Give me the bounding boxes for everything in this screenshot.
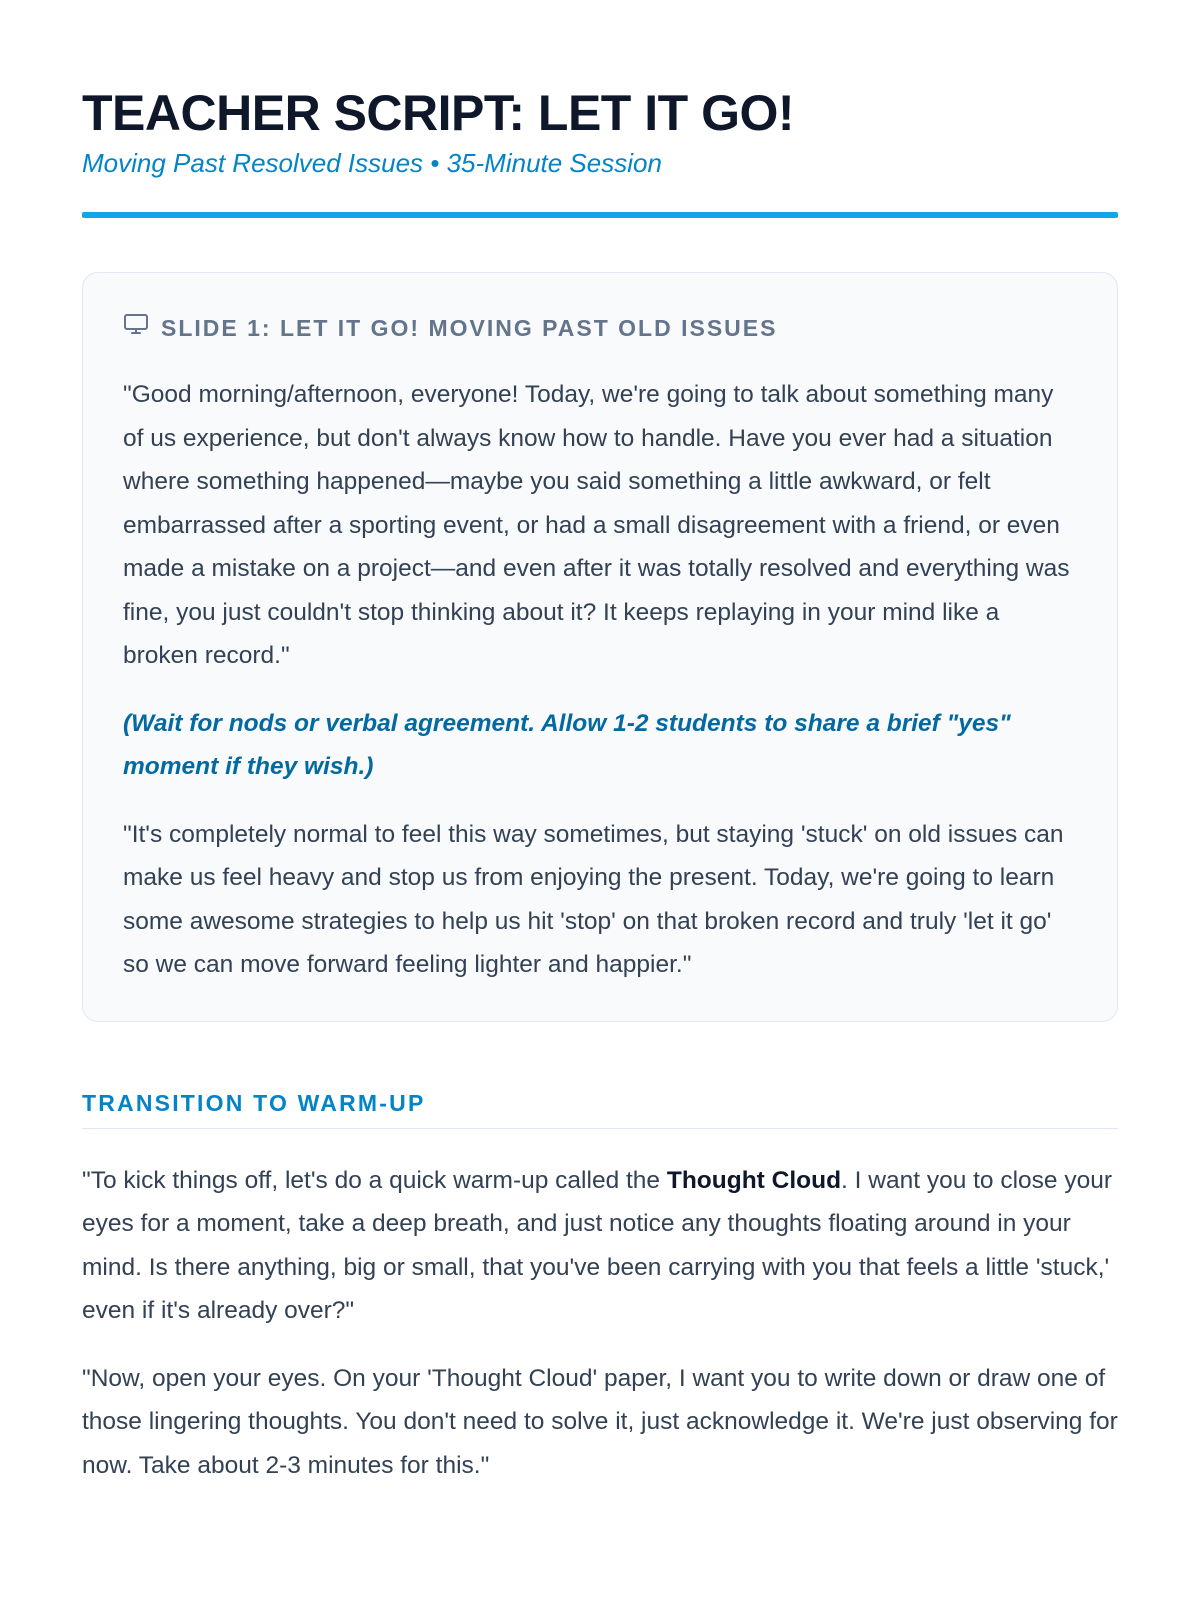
page-subtitle: Moving Past Resolved Issues • 35-Minute Session <box>82 148 662 178</box>
thought-cloud-term: Thought Cloud <box>666 1166 842 1194</box>
transition-text-start: "To kick things off, let's do a quick warm-up called the <box>82 1166 667 1194</box>
transition-paragraph-1 <box>82 1159 1118 1333</box>
slide-intro-paragraph: "Good morning/afternoon, everyone! Today, we're going to talk about something many of us experience, but don't always know how to handle. Have you ever had a situation where something happened—maybe you said something a little awkward, or felt embarrassed after a sporting event, or had a small disagreement with a friend, or even made a mistake on a project—and even after it was totally resolved and everything was fine, you just couldn't stop thinking about it? It keeps replaying in your mind like a broken record." <box>123 381 1070 669</box>
slide-heading: SLIDE 1: LET IT GO! MOVING PAST OLD ISSUES <box>161 315 778 341</box>
page-title: TEACHER SCRIPT: LET IT GO! <box>82 85 794 141</box>
transition-paragraph-2: "Now, open your eyes. On your 'Thought Cloud' paper, I want you to write down or draw one of those lingering thoughts. You don't need to solve it, just acknowledge it. We're just observing for now. Take about 2-3 minutes for this." <box>82 1364 1118 1479</box>
slide-followup-paragraph: "It's completely normal to feel this way sometimes, but staying 'stuck' on old issues can make us feel heavy and stop us from enjoying the present. Today, we're going to learn some awesome strategies to help us hit 'stop' on that broken record and truly 'let it go' so we can move forward feeling lighter and happier." <box>123 820 1064 978</box>
monitor-icon <box>123 311 149 345</box>
section-heading-transition: TRANSITION TO WARM-UP <box>82 1088 1118 1129</box>
title-divider <box>82 212 1118 218</box>
transition-section <box>82 1159 1118 1488</box>
teacher-cue: (Wait for nods or verbal agreement. Allow 1-2 students to share a brief "yes" moment if they wish.) <box>123 709 1011 780</box>
slide-header <box>123 311 1077 345</box>
transition-text-end: . I want you to close your eyes for a moment, take a deep breath, and just notice any thoughts floating around in your mind. Is there anything, big or small, that you've been carrying with you that feels a little 'stuck,' even if it's already over?" <box>82 1166 1113 1324</box>
slide-1-card <box>82 272 1118 1022</box>
